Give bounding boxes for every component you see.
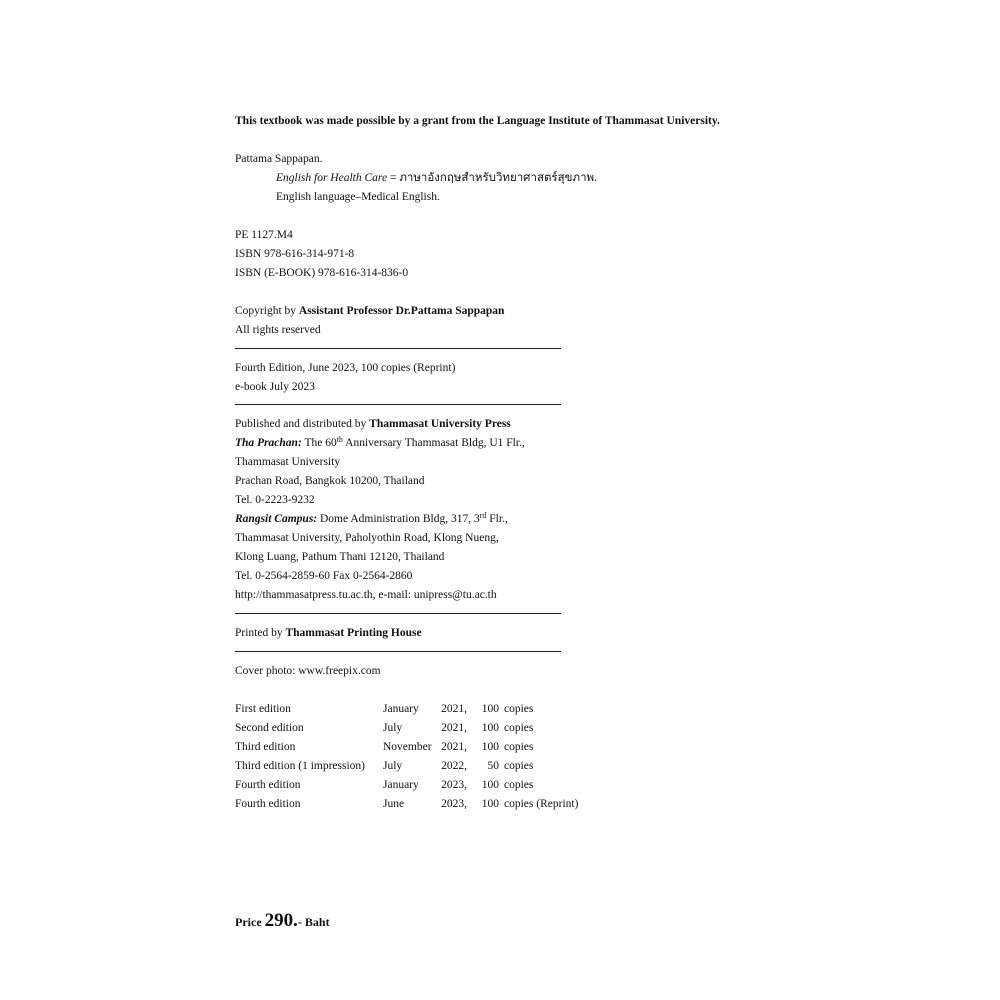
edition-name: Fourth edition [235, 779, 301, 791]
catalog-title-sep: = [387, 172, 400, 184]
edition-month: June [383, 798, 405, 810]
edition-copies-unit: copies [504, 722, 534, 734]
edition-copies-unit: copies [504, 703, 534, 715]
rangsit-line3: Klong Luang, Pathum Thani 12120, Thailand [235, 551, 445, 563]
publisher-prefix: Published and distributed by [235, 418, 370, 430]
current-edition: Fourth Edition, June 2023, 100 copies (Reprint) [235, 362, 456, 374]
rangsit-tel: Tel. 0-2564-2859-60 Fax 0-2564-2860 [235, 570, 413, 582]
edition-month: January [383, 703, 419, 715]
catalog-title-th: ภาษาอังกฤษสำหรับวิทยาศาสตร์สุขภาพ. [399, 172, 597, 184]
rangsit-label: Rangsit Campus: [235, 513, 318, 525]
edition-year: 2021, [441, 703, 467, 715]
call-number: PE 1127.M4 [235, 229, 293, 241]
edition-year: 2021, [441, 741, 467, 753]
edition-name: Fourth edition [235, 798, 301, 810]
tha-prachan-line3: Prachan Road, Bangkok 10200, Thailand [235, 475, 425, 487]
price [235, 910, 330, 932]
printer-prefix: Printed by [235, 627, 286, 639]
edition-month: July [383, 722, 403, 734]
edition-row [235, 757, 578, 776]
copyright-holder: Assistant Professor Dr.Pattama Sappapan [298, 305, 505, 317]
isbn: ISBN 978-616-314-971-8 [235, 248, 355, 260]
tha-prachan-text: The 60 [301, 437, 337, 449]
edition-row [235, 738, 578, 757]
edition-copies-unit: copies [504, 779, 534, 791]
tha-prachan-line2: Thammasat University [235, 456, 341, 468]
divider [235, 404, 561, 405]
copyright-prefix: Copyright by [235, 305, 299, 317]
tha-prachan-address [235, 435, 525, 451]
edition-copies-count: 100 [481, 741, 499, 753]
publisher-line [235, 416, 511, 432]
ebook-edition: e-book July 2023 [235, 381, 315, 393]
edition-month: July [383, 760, 403, 772]
edition-copies-count: 100 [481, 722, 499, 734]
divider [235, 651, 561, 652]
rangsit-text-post: Flr., [486, 513, 508, 525]
divider [235, 613, 561, 614]
catalog-subject: English language–Medical English. [276, 191, 440, 203]
tha-prachan-text-post: Anniversary Thammasat Bldg, U1 Flr., [342, 437, 525, 449]
grant-notice: This textbook was made possible by a grant from the Language Institute of Thammasat University. [235, 115, 720, 127]
edition-copies-unit: copies (Reprint) [504, 798, 579, 810]
ordinal-suffix: th [336, 435, 343, 444]
edition-copies-count: 100 [481, 703, 499, 715]
edition-row [235, 795, 578, 814]
edition-copies-unit: copies [504, 760, 534, 772]
rangsit-text: Dome Administration Bldg, 317, 3 [317, 513, 480, 525]
edition-year: 2022, [441, 760, 467, 772]
rangsit-address [235, 511, 508, 527]
catalog-title [276, 170, 597, 186]
tha-prachan-label: Tha Prachan: [235, 437, 302, 449]
edition-row [235, 719, 578, 738]
edition-name: Third edition [235, 741, 296, 753]
isbn-ebook: ISBN (E-BOOK) 978-616-314-836-0 [235, 267, 409, 279]
price-label: Price [235, 915, 265, 929]
edition-history-table [235, 700, 578, 814]
edition-row [235, 776, 578, 795]
copyright-line [235, 303, 504, 319]
edition-row [235, 700, 578, 719]
cover-photo-credit: Cover photo: www.freepix.com [235, 665, 381, 677]
ordinal-suffix: rd [479, 511, 487, 520]
edition-year: 2021, [441, 722, 467, 734]
web-email: http://thammasatpress.tu.ac.th, e-mail: unipress@tu.ac.th [235, 589, 497, 601]
edition-name: Second edition [235, 722, 304, 734]
price-suffix: - Baht [297, 915, 330, 929]
printer-name: Thammasat Printing House [285, 627, 422, 639]
edition-name: First edition [235, 703, 291, 715]
edition-copies-unit: copies [504, 741, 534, 753]
edition-name: Third edition (1 impression) [235, 760, 365, 772]
edition-year: 2023, [441, 798, 467, 810]
copyright-page [235, 0, 835, 1000]
edition-year: 2023, [441, 779, 467, 791]
edition-month: January [383, 779, 419, 791]
publisher-name: Thammasat University Press [369, 418, 511, 430]
rights-reserved: All rights reserved [235, 324, 321, 336]
rangsit-line2: Thammasat University, Paholyothin Road, Klong Nueng, [235, 532, 499, 544]
tha-prachan-tel: Tel. 0-2223-9232 [235, 494, 315, 506]
edition-copies-count: 100 [481, 779, 499, 791]
catalog-author: Pattama Sappapan. [235, 153, 323, 165]
divider [235, 348, 561, 349]
edition-copies-count: 100 [481, 798, 499, 810]
edition-copies-count: 50 [487, 760, 499, 772]
edition-month: November [383, 741, 432, 753]
printer-line [235, 625, 422, 641]
catalog-title-en: English for Health Care [276, 172, 388, 184]
price-amount: 290. [264, 910, 298, 931]
